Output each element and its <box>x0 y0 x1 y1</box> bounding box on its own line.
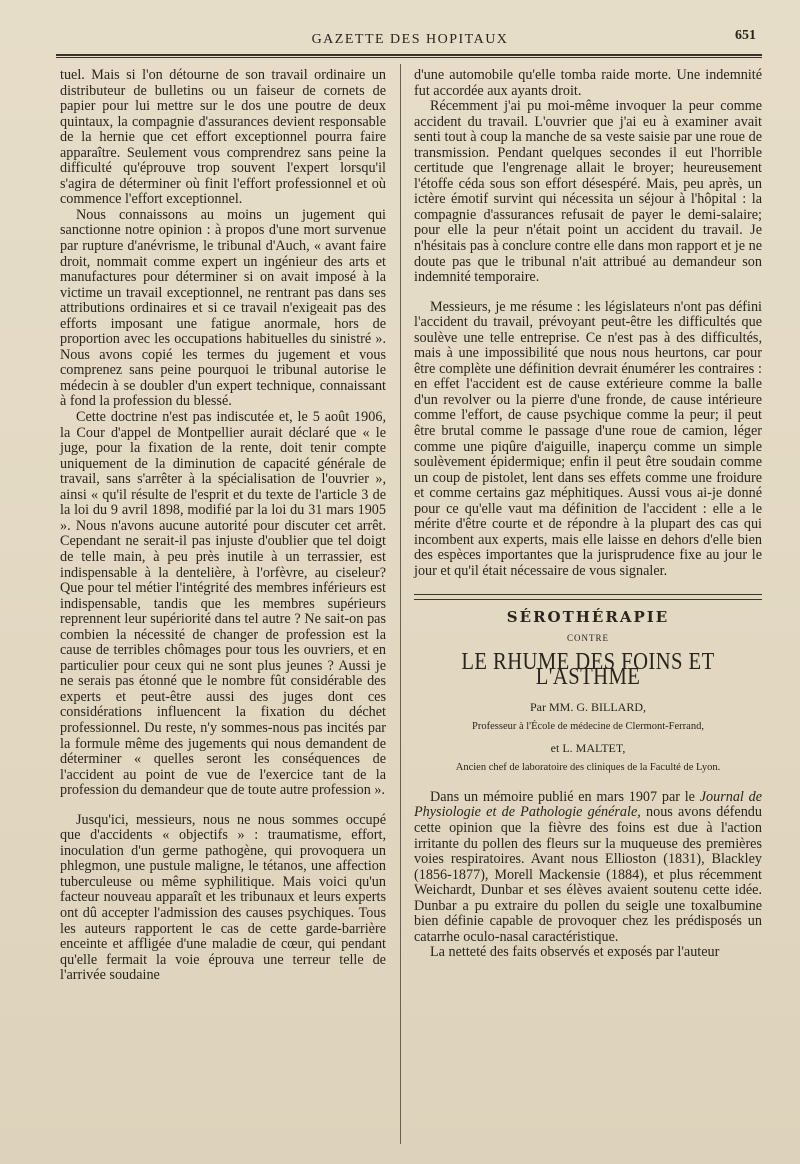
text-run: nous avons défendu cette opinion que la fièvre des foins est due à l'action irritante du pollen des fleurs sur la muqueuse des premières voies respiratoires. Avant nous Ellioston (1831), Blackley (1856-1877), Morell Mackensie (1884), et plus récemment Weichardt, Dunbar et ses élèves avaient soutenu cette idée. Dunbar a pu extraire du pollen du seigle une toxalbumine bien définie capable de provoquer chez les prédisposés un catarrhe oculo-nasal caractéristique. <box>414 804 762 945</box>
column-divider <box>400 64 401 1144</box>
paragraph: d'une automobile qu'elle tomba raide morte. Une indemnité fut accordée aux ayants droit. <box>414 67 762 99</box>
journal-name: Journal de Physiologie et de Pathologie générale, <box>414 788 762 821</box>
author-affiliation: Professeur à l'École de médecine de Clermont-Ferrand, <box>472 721 704 733</box>
text-run: Dans un mémoire publié en mars 1907 par le <box>430 788 700 805</box>
paragraph: Jusqu'ici, messieurs, nous ne nous sommes occupé que d'accidents « objectifs » : traumatisme, effort, inoculation d'un germe pathogène, qui provoquera un phlegmon, une pustule maligne, le tétanos, une affection tuberculeuse ou même syphilitique. Mais voici qu'un facteur nouveau apparaît et les tribunaux et leurs experts ont dû accepter l'admission des causes psychiques. Tous les auteurs rapportent le cas de cette garde-barrière enceinte et affligée d'une maladie de cœur, qui pendant qu'elle fermait la voie éprouva une terreur telle de l'arrivée soudaine <box>60 811 386 984</box>
article-title: LE RHUME DES FOINS ET L'ASTHME <box>461 648 715 691</box>
article-body <box>414 790 762 961</box>
section-title: SÉROTHÉRAPIE <box>506 607 670 626</box>
section-rule <box>414 594 762 600</box>
running-title: GAZETTE DES HOPITAUX <box>311 32 509 47</box>
paragraph: Cette doctrine n'est pas indiscutée et, le 5 août 1906, la Cour d'appel de Montpellier aurait déclaré que « le juge, pour la fixation de la rente, doit tenir compte uniquement de la diminution de capacité générale de travail, sans s'arrêter à la spécialisation de l'ouvrier », ainsi « qu'il résulte de l'esprit et du texte de l'article 3 de la loi du 9 avril 1898, modifié par la loi du 31 mars 1905 ». Nous n'avons aucune autorité pour discuter cet arrêt. Cependant ne serait-il pas injuste d'oublier que tel doigt de telle main, à peu près inutile à un terrassier, est indispensable à la dentelière, à l'orfèvre, au ciseleur? Que pour tel métier l'intégrité des membres inférieurs est indispensable, tandis que les membres supérieurs reprennent leur supériorité dans tel autre ? Ne sait-on pas combien la nécessité de changer de profession est la cause de terribles chômages pour tous les ouvriers, et en particulier pour ceux qui ne sont plus jeunes ? Aussi je ne serais pas étonné que le nombre fût considérable des experts et peut-être aussi des juges dont ces considérations influencent la fixation du déchet professionnel. Du reste, n'y sommes-nous pas incités par la formule même des jugements qui nous demandent de déterminer « quelles seront les conséquences de l'accident au point de vue de l'exercice tant de la profession du demandeur que de toute autre profession ». <box>60 409 386 799</box>
author-byline: Par MM. G. BILLARD, <box>530 699 646 714</box>
paragraph: Récemment j'ai pu moi-même invoquer la peur comme accident du travail. L'ouvrier que j'ai eu à examiner avait senti tout à coup la manche de sa veste saisie par une roue de transmission. Pendant quelques secondes il eut l'horrible certitude que l'engrenage allait le broyer; heureusement l'étoffe céda sous son effort désespéré. Mais, peu après, un ictère émotif survint qui nécessita un séjour à l'hôpital : la compagnie d'assurances refusait de payer le demi-salaire; pour elle la peur n'était point un accident du travail. Je n'hésitais pas à conclure contre elle dans mon rapport et je ne doute pas que le tribunal n'ait attribué au demandeur son indemnité temporaire. <box>414 98 762 286</box>
page-number: 651 <box>735 28 756 43</box>
section-subtitle: CONTRE <box>567 633 609 644</box>
right-column <box>414 68 762 961</box>
paragraph: tuel. Mais si l'on détourne de son travail ordinaire un distributeur de bulletins ou un faiseur de cornets de papier pour lui mettre sur le dos une poutre de deux quintaux, la compagnie d'assurances devient responsable de la hernie que cet effort exceptionnel pourra faire apparaître. Seulement vous comprendrez sans peine la difficulté qu'éprouve trop souvent l'expert lorsqu'il s'agira de déterminer où finit l'effort professionnel et où commence l'effort exceptionnel. <box>60 67 386 208</box>
header-rule <box>56 54 762 58</box>
paragraph: Nous connaissons au moins un jugement qui sanctionne notre opinion : à propos d'une mort survenue par rupture d'anévrisme, le tribunal d'Auch, « avant faire droit, nommait comme expert un ingénieur des arts et manufactures pour déterminer si on avait imposé à la victime un travail exceptionnel, ne rentrant pas dans ses attributions ordinaires et si ce travail n'exigeait pas des efforts imposant une fatigue anormale, hors de proportion avec les occupations habituelles du sinistré ». Nous avons copié les termes du jugement et vous comprenez sans peine pourquoi le tribunal autorise le médecin à se doubler d'un expert technique, connaissant à fond la profession du blessé. <box>60 206 386 410</box>
paragraph <box>414 790 762 945</box>
author-byline: et L. MALTET, <box>550 740 626 755</box>
left-column <box>60 68 386 984</box>
article <box>414 607 762 961</box>
author-affiliation: Ancien chef de laboratoire des cliniques de la Faculté de Lyon. <box>455 762 721 774</box>
paragraph: La netteté des faits observés et exposés par l'auteur <box>430 944 720 961</box>
paragraph: Messieurs, je me résume : les législateurs n'ont pas défini l'accident du travail, prévoyant peut-être les difficultés que soulève une telle entreprise. Ce n'est pas à des difficultés, mais à une impossibilité que nous nous heurtons, car pour être complète une définition devrait énumérer les contraires : en effet l'accident est de cause extérieure comme la balle d'un revolver ou la pierre d'une fronde, de cause intérieure comme l'effort, de cause psychique comme la peur; il peut être brutal comme le passage d'une roue de camion, léger comme une piqûre d'aiguille, inaperçu comme un simple soulèvement épidermique; enfin il peut être soudain comme un coup de pistolet, lent dans ses effets comme une froidure et comme certains gaz méphitiques. Aussi vous ai-je donné pour ce qu'elle vaut ma définition de l'accident : elle a le mérite d'être courte et de répondre à la plupart des cas qui incombent aux experts, mais elle laisse en dehors d'elle bien des espèces importantes que la jurisprudence fixe au jour le jour et qu'il était nécessaire de vous signaler. <box>414 298 762 579</box>
